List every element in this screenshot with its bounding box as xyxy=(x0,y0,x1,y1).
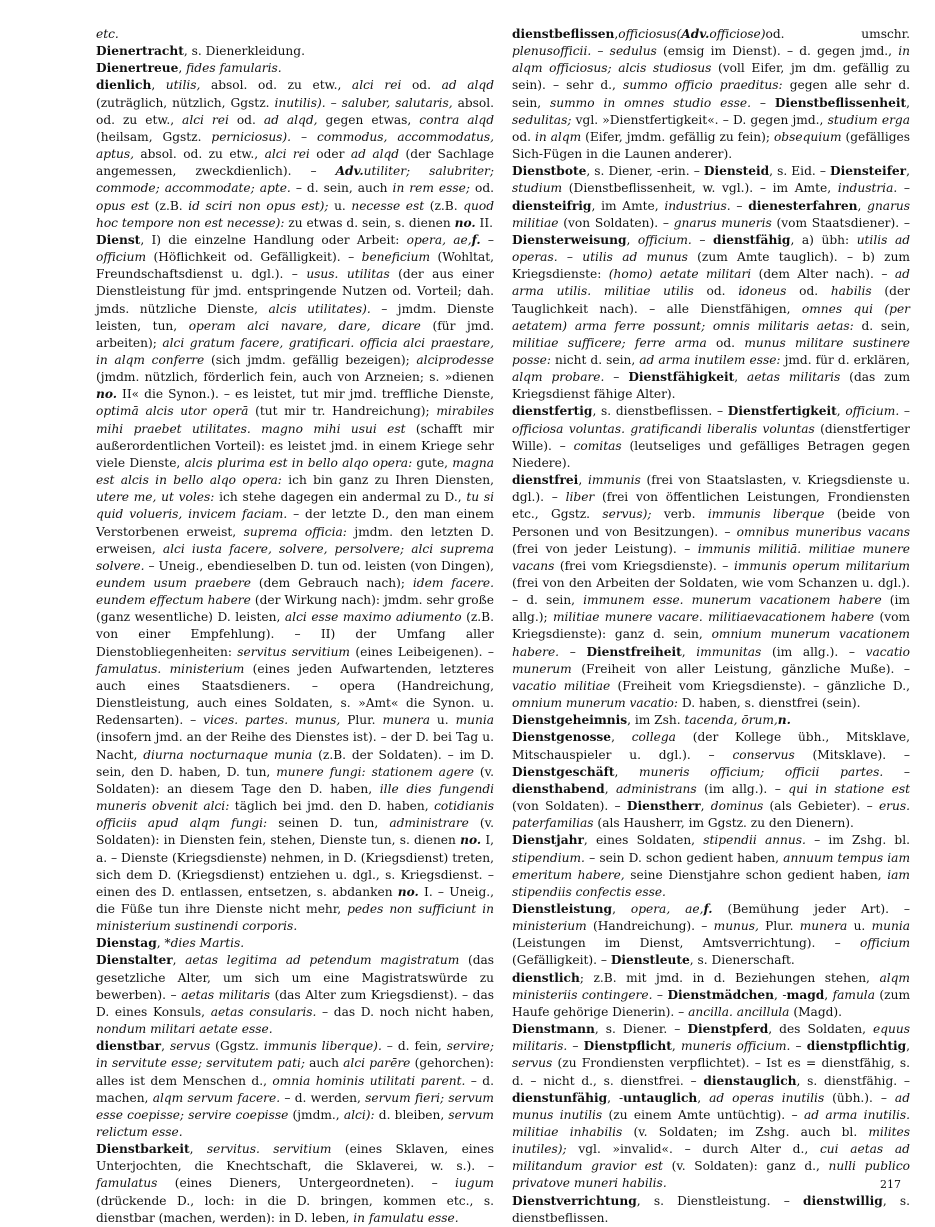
left-column xyxy=(96,26,494,1227)
right-column xyxy=(512,26,910,1227)
entry: Dienstmann, s. Diener. – Dienstpferd, des Soldaten, equus militaris. – Dienstpflicht, muneris officium. – dienstpflichtig, servus (zu Frondiensten verpflichtet). – Ist es = dienstfähig, s. d. – nicht d., s. dienstfrei. – dienstauglich, s. dienstfähig. – dienstunfähig, -untauglich, ad operas inutilis (übh.). – ad munus inutilis (zu einem Amte untüchtig). – ad arma inutilis. militiae inhabilis (v. Soldaten; im Zshg. auch bl. milites inutiles); vgl. »invalid«. – durch Alter d., cui aetas ad militandum gravior est (v. Soldaten): ganz d., nulli publico privatove muneri habilis. xyxy=(512,1022,911,1191)
entry: Dienertracht, s. Dienerkleidung. xyxy=(96,44,305,59)
entry: dienstbar, servus (Ggstz. immunis liberque). – d. fein, servire; in servitute esse; servitutem pati; auch alci parēre (gehorchen): alles ist dem Menschen d., omnia hominis utilitati parent. – d. machen, alqm servum facere. – d. werden, servum fieri; servum esse coepisse; servire coepisse (jmdm., alci): d. bleiben, servum relictum esse. xyxy=(96,1039,494,1139)
entry: Dienstgeheimnis, im Zsh. tacenda, ōrum,n. xyxy=(512,713,791,728)
entry: etc. xyxy=(96,27,119,41)
entry: Dienstbote, s. Diener, -erin. – Diensteid, s. Eid. – Diensteifer, studium (Dienstbeflissenheit, w. vgl.). – im Amte, industria. – diensteifrig, im Amte, industrius. – dienesterfahren, gnarus militiae (von Soldaten). – gnarus muneris (vom Staatsdiener). – Diensterweisung, officium. – dienstfähig, a) übh: utilis ad operas. – utilis ad munus (zum Amte tauglich). – b) zum Kriegsdienste: (homo) aetate militari (dem Alter nach). – ad arma utilis. militiae utilis od. idoneus od. habilis (der Tauglichkeit nach). – alle Dienstfähigen, omnes qui (per aetatem) arma ferre possunt; omnis militaris aetas: d. sein, militiae sufficere; ferre arma od. munus militare sustinere posse: nicht d. sein, ad arma inutilem esse: jmd. für d. erklären, alqm probare. – Dienstfähigkeit, aetas militaris (das zum Kriegsdienst fähige Alter). xyxy=(512,164,911,402)
entry: dienlich, utilis, absol. od. zu etw., alci rei od. ad alqd (zuträglich, nützlich, Ggstz. inutilis). – saluber, salutaris, absol. od. zu etw., alci rei od. ad alqd, gegen etwas, contra alqd (heilsam, Ggstz. perniciosus). – commodus, accommodatus, aptus, absol. od. zu etw., alci rei oder ad alqd (der Sachlage angemessen, zweckdienlich). – Adv.utiliter; salubriter; commode; accommodate; apte. – d. sein, auch in rem esse; od. opus est (z.B. id sciri non opus est); u. necesse est (z.B. quod hoc tempore non est necesse): zu etwas d. sein, s. dienen no. II. xyxy=(96,78,495,230)
entry: dienstlich; z.B. mit jmd. in d. Beziehungen stehen, alqm ministeriis contingere. – Dienstmädchen, -magd, famula (zum Haufe gehörige Dienerin). – ancilla. ancillula (Magd). xyxy=(512,970,910,1019)
entry: dienstfrei, immunis (frei von Staatslasten, v. Kriegsdienste u. dgl.). – liber (frei von öffentlichen Leistungen, Frondiensten etc., Ggstz. servus); verb. immunis liberque (beide von Personen und von Besitzungen). – omnibus muneribus vacans (frei von jeder Leistung). – immunis militiā. militiae munere vacans (frei vom Kriegsdienste). – immunis operum militarium (frei von den Arbeiten der Soldaten, wie vom Schanzen u. dgl.). – d. sein, immunem esse. munerum vacationem habere (im allg.); militiae munere vacare. militiaevacationem habere (vom Kriegsdienste): ganz d. sein, omnium munerum vacationem habere. – Dienstfreiheit, immunitas (im allg.). – vacatio munerum (Freiheit von aller Leistung, gänzliche Muße). – vacatio militiae (Freiheit vom Kriegsdienste). – gänzliche D., omnium munerum vacatio: D. haben, s. dienstfrei (sein). xyxy=(512,473,911,711)
entry: dienstfertig, s. dienstbeflissen. – Dienstfertigkeit, officium. – officiosa voluntas. gratificandi liberalis voluntas (dienstfertiger Wille). – comitas (leutseliges und gefälliges Betragen gegen Niedere). xyxy=(512,404,910,470)
entry: Dienertreue, fides famularis. xyxy=(96,61,282,76)
entry: Dienstbarkeit, servitus. servitium (eines Sklaven, eines Unterjochten, die Knechtschaft, die Sklaverei, w. s.). – famulatus (eines Dieners, Untergeordneten). – iugum (drückende D., loch: in die D. bringen, kommen etc., s. dienstbar (machen, werden): in D. leben, in famulatu esse. xyxy=(96,1142,494,1225)
page-number: 217 xyxy=(880,1178,901,1191)
entry: Dienstverrichtung, s. Dienstleistung. – dienstwillig, s. dienstbeflissen. xyxy=(512,1193,910,1225)
entry: Dienstgenosse, collega (der Kollege übh., Mitsklave, Mitschauspieler u. dgl.). – conservus (Mitsklave). – Dienstgeschäft, muneris officium; officii partes. – diensthabend, administrans (im allg.). – qui in statione est (von Soldaten). – Dienstherr, dominus (als Gebieter). – erus. paterfamilias (als Hausherr, im Ggstz. zu den Dienern). xyxy=(512,730,911,831)
entry: Dienstalter, aetas legitima ad petendum magistratum (das gesetzliche Alter, um sich um eine Magistratswürde zu bewerben). – aetas militaris (das Alter zum Kriegsdienst). – das D. eines Konsuls, aetas consularis. – das D. noch nicht haben, nondum militari aetate esse. xyxy=(96,953,495,1037)
entry: Dienstag, *dies Martis. xyxy=(96,936,245,951)
entry: Dienstleistung, opera, ae,f. (Bemühung jeder Art). – ministerium (Handreichung). – munus, Plur. munera u. munia (Leistungen im Dienst, Amtsverrichtung). – officium (Gefälligkeit). – Dienstleute, s. Dienerschaft. xyxy=(512,901,911,968)
entry: Dienst, I) die einzelne Handlung oder Arbeit: opera, ae,f. – officium (Höflichkeit od. Gefälligkeit). – beneficium (Wohltat, Freundschaftsdienst u. dgl.). – usus. utilitas (der aus einer Dienstleistung für jmd. entspringende Nutzen od. Vorteil; dah. jmds. nützliche Dienste, alcis utilitates). – jmdm. Dienste leisten, tun, operam alci navare, dare, dicare (für jmd. arbeiten); alci gratum facere, gratificari. officia alci praestare, in alqm conferre (sich jmdm. gefällig bezeigen); alciprodesse (jmdm. nützlich, förderlich fein, auch von Arzneien; s. »dienen no. II« die Synon.). – es leistet, tut mir jmd. treffliche Dienste, optimā alcis utor operā (tut mir tr. Handreichung); mirabiles mihi praebet utilitates. magno mihi usui est (schafft mir außerordentlichen Vorteil): es leistet jmd. in einem Kriege sehr viele Dienste, alcis plurima est in bello alqo opera: gute, magna est alcis in bello alqo opera: ich bin ganz zu Ihren Diensten, utere me, ut voles: ich stehe dagegen ein andermal zu D., tu si quid volueris, invicem faciam. – der letzte D., den man einem Verstorbenen erweist, suprema officia: jmdm. den letzten D. erweisen, alci iusta facere, solvere, persolvere; alci suprema solvere. – Uneig., ebendieselben D. tun od. leisten (von Dingen), eundem usum praebere (dem Gebrauch nach); idem facere. eundem effectum habere (der Wirkung nach): jmdm. sehr große (ganz wesentliche) D. leisten, alci esse maximo adiumento (z.B. von einer Empfehlung). – II) der Umfang aller Dienstobliegenheiten: servitus servitium (eines Leibeigenen). – famulatus. ministerium (eines jeden Aufwartenden, letzteres auch eines Staatsdieners. – opera (Handreichung, Dienstleistung, auch eines Soldaten, s. »Amt« die Synon. u. Redensarten). – vices. partes. munus, Plur. munera u. munia (insofern jmd. an der Reihe des Dienstes ist). – der D. bei Tag u. Nacht, diurna nocturnaque munia (z.B. der Soldaten). – im D. sein, den D. haben, D. tun, munere fungi: stationem agere (v. Soldaten): an diesem Tage den D. haben, ille dies fungendi muneris obvenit alci: täglich bei jmd. den D. haben, cotidianis officiis apud alqm fungi: seinen D. tun, administrare (v. Soldaten): in Diensten fein, stehen, Dienste tun, s. dienen no. I, a. – Dienste (Kriegsdienste) nehmen, in D. (Kriegsdienst) treten, sich dem D. (Kriegsdienst) entziehen u. dgl., s. Kriegsdienst. – einen des D. entlassen, entsetzen, s. abdanken no. I. – Uneig., die Füße tun ihre Dienste nicht mehr, pedes non sufficiunt in ministerium sustinendi corporis. xyxy=(96,232,495,934)
entry: Dienstjahr, eines Soldaten, stipendii annus. – im Zshg. bl. stipendium. – sein D. schon gedient haben, annuum tempus iam emeritum habere, seine Dienstjahre schon gedient haben, iam stipendiis confectis esse. xyxy=(512,833,910,899)
entry: dienstbeflissen,officiosus(Adv.officiose)od. umschr. plenusofficii. – sedulus (emsig im Dienst). – d. gegen jmd., in alqm officiosus; alcis studiosus (voll Eifer, jm dm. gefällig zu sein). – sehr d., summo officio praeditus: gegen alle sehr d. sein, summo in omnes studio esse. – Dienstbeflissenheit, sedulitas; vgl. »Dienstfertigkeit«. – D. gegen jmd., studium erga od. in alqm (Eifer, jmdm. gefällig zu fein); obsequium (gefälliges Sich-Fügen in die Launen anderer). xyxy=(512,27,911,162)
